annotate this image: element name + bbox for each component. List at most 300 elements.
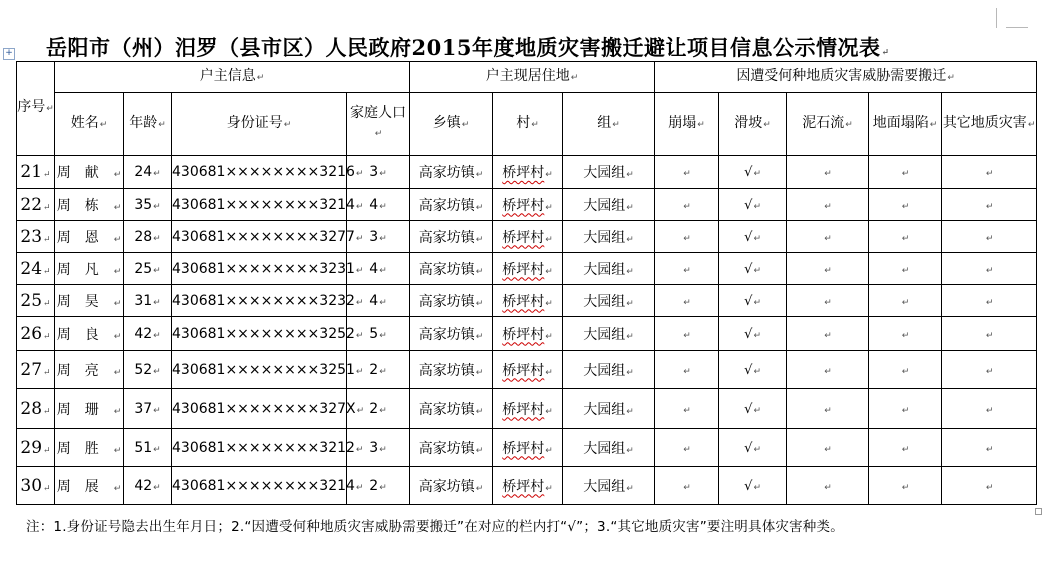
cell-group bbox=[563, 467, 655, 505]
paragraph-mark: ↵ bbox=[153, 233, 161, 244]
group-header-owner-info: 户主信息↵ bbox=[55, 62, 410, 93]
paragraph-mark: ↵ bbox=[683, 265, 691, 276]
paragraph-mark: ↵ bbox=[626, 202, 634, 213]
cell-id-text: 430681××××××××3214 bbox=[172, 477, 355, 494]
cell-seq bbox=[17, 351, 55, 389]
cell-town bbox=[410, 317, 493, 351]
cell-id bbox=[172, 285, 364, 317]
cell-village bbox=[493, 221, 563, 253]
cell-seq bbox=[17, 253, 55, 285]
paragraph-mark: ↵ bbox=[683, 444, 691, 455]
cell-village-text: 桥坪村 bbox=[502, 165, 545, 181]
paragraph-mark: ↵ bbox=[43, 367, 51, 378]
cell-landslide bbox=[719, 351, 787, 389]
cell-id bbox=[172, 351, 364, 389]
cell-town bbox=[410, 389, 493, 429]
cell-group bbox=[563, 156, 655, 189]
paragraph-mark: ↵ bbox=[901, 482, 910, 493]
cell-age bbox=[124, 467, 172, 505]
paragraph-mark: ↵ bbox=[153, 444, 161, 455]
paragraph-mark: ↵ bbox=[626, 298, 634, 309]
paragraph-mark: ↵ bbox=[626, 445, 634, 456]
cell-landslide-text: √ bbox=[744, 229, 753, 245]
paragraph-mark: ↵ bbox=[901, 233, 910, 244]
paragraph-mark: ↵ bbox=[355, 330, 364, 341]
cell-age bbox=[124, 221, 172, 253]
cell-landslide bbox=[719, 253, 787, 285]
paragraph-mark: ↵ bbox=[153, 405, 161, 416]
cell-id bbox=[172, 317, 364, 351]
cell-age-text: 42 bbox=[134, 325, 153, 342]
cell-other bbox=[942, 429, 1037, 467]
cell-age bbox=[124, 189, 172, 221]
cell-other bbox=[942, 285, 1037, 317]
paragraph-mark: ↵ bbox=[153, 265, 161, 276]
cell-group-text: 大园组 bbox=[583, 261, 626, 278]
cell-id bbox=[172, 429, 364, 467]
paragraph-mark: ↵ bbox=[683, 201, 691, 212]
cell-landslide-text: √ bbox=[744, 293, 753, 309]
paragraph-mark: ↵ bbox=[43, 202, 51, 213]
col-header-landslide: 滑坡↵ bbox=[719, 93, 787, 156]
cell-seq bbox=[17, 429, 55, 467]
paragraph-mark: ↵ bbox=[545, 483, 553, 494]
cell-age bbox=[124, 351, 172, 389]
paragraph-mark: ↵ bbox=[545, 406, 553, 417]
cell-other bbox=[942, 156, 1037, 189]
cell-seq-text: 25 bbox=[20, 290, 43, 311]
cell-age bbox=[124, 317, 172, 351]
paragraph-mark: ↵ bbox=[683, 482, 691, 493]
cell-landslide bbox=[719, 221, 787, 253]
cell-subsidence bbox=[869, 317, 942, 351]
cell-age-text: 31 bbox=[134, 292, 153, 309]
paragraph-mark: ↵ bbox=[43, 331, 51, 342]
cell-seq bbox=[17, 317, 55, 351]
paragraph-mark: ↵ bbox=[475, 367, 484, 378]
paragraph-mark: ↵ bbox=[985, 233, 994, 244]
cell-town-text: 高家坊镇 bbox=[418, 440, 475, 457]
paragraph-mark: ↵ bbox=[753, 444, 761, 455]
cell-id bbox=[172, 467, 364, 505]
paragraph-mark: ↵ bbox=[113, 483, 122, 494]
paragraph-mark: ↵ bbox=[475, 331, 484, 342]
paragraph-mark: ↵ bbox=[753, 482, 761, 493]
cell-family-text: 3 bbox=[369, 439, 379, 456]
cell-landslide bbox=[719, 156, 787, 189]
cell-landslide-text: √ bbox=[744, 197, 753, 213]
paragraph-mark: ↵ bbox=[545, 331, 553, 342]
paragraph-mark: ↵ bbox=[113, 266, 122, 277]
paragraph-mark: ↵ bbox=[475, 202, 484, 213]
paragraph-mark: ↵ bbox=[113, 367, 122, 378]
cell-id bbox=[172, 389, 365, 429]
cell-name bbox=[55, 221, 124, 253]
cell-id-text: 430681××××××××3277 bbox=[172, 228, 355, 245]
cell-name bbox=[55, 317, 124, 351]
cell-age-text: 35 bbox=[134, 196, 153, 213]
cell-village bbox=[493, 389, 563, 429]
paragraph-mark: ↵ bbox=[379, 169, 387, 179]
cell-debris-flow bbox=[787, 189, 869, 221]
paragraph-mark: ↵ bbox=[475, 298, 484, 309]
cell-subsidence bbox=[869, 351, 942, 389]
paragraph-mark: ↵ bbox=[475, 266, 484, 277]
cell-id bbox=[172, 189, 364, 221]
cell-debris-flow bbox=[787, 429, 869, 467]
cell-village-text: 桥坪村 bbox=[502, 197, 545, 214]
cell-age-text: 37 bbox=[134, 400, 153, 417]
cell-seq-text: 26 bbox=[20, 323, 43, 344]
paragraph-mark: ↵ bbox=[356, 405, 365, 416]
cell-town-text: 高家坊镇 bbox=[418, 229, 475, 246]
paragraph-mark: ↵ bbox=[824, 405, 832, 416]
cell-name bbox=[55, 285, 124, 317]
cell-village bbox=[493, 467, 563, 505]
paragraph-mark: ↵ bbox=[379, 444, 387, 455]
cell-age-text: 52 bbox=[134, 361, 153, 378]
table-row bbox=[17, 189, 1037, 221]
cell-name bbox=[55, 189, 124, 221]
paragraph-mark: ↵ bbox=[43, 234, 51, 245]
paragraph-mark: ↵ bbox=[985, 482, 994, 493]
cell-town bbox=[410, 351, 493, 389]
cell-seq bbox=[17, 189, 55, 221]
paragraph-mark: ↵ bbox=[379, 297, 387, 308]
paragraph-mark: ↵ bbox=[43, 266, 51, 277]
cell-landslide bbox=[719, 189, 787, 221]
cell-seq-text: 23 bbox=[20, 226, 43, 247]
cell-subsidence bbox=[869, 389, 942, 429]
cell-collapse bbox=[655, 467, 719, 505]
paragraph-mark: ↵ bbox=[379, 482, 387, 493]
cell-family-text: 4 bbox=[369, 196, 379, 213]
paragraph-mark: ↵ bbox=[545, 298, 553, 309]
cell-debris-flow bbox=[787, 317, 869, 351]
table-resize-handle[interactable] bbox=[1035, 508, 1042, 515]
paragraph-mark: ↵ bbox=[153, 330, 161, 341]
cell-debris-flow bbox=[787, 253, 869, 285]
cell-group bbox=[563, 189, 655, 221]
paragraph-mark: ↵ bbox=[355, 297, 364, 308]
paragraph-mark: ↵ bbox=[43, 406, 51, 417]
cell-village bbox=[493, 189, 563, 221]
cell-id-text: 430681××××××××3231 bbox=[172, 260, 355, 277]
cell-collapse bbox=[655, 429, 719, 467]
cell-collapse bbox=[655, 253, 719, 285]
paragraph-mark: ↵ bbox=[985, 405, 994, 416]
paragraph-mark: ↵ bbox=[153, 169, 161, 179]
paragraph-mark: ↵ bbox=[475, 445, 484, 456]
paragraph-mark: ↵ bbox=[753, 366, 761, 377]
col-header-age: 年龄↵ bbox=[124, 93, 172, 156]
cell-collapse bbox=[655, 317, 719, 351]
paragraph-mark: ↵ bbox=[153, 482, 161, 493]
paragraph-mark: ↵ bbox=[753, 330, 761, 341]
paragraph-mark: ↵ bbox=[475, 483, 484, 494]
paragraph-mark: ↵ bbox=[355, 233, 364, 244]
cell-landslide bbox=[719, 389, 787, 429]
paragraph-mark: ↵ bbox=[475, 234, 484, 245]
paragraph-mark: ↵ bbox=[113, 331, 122, 342]
paragraph-mark: ↵ bbox=[379, 405, 387, 416]
cell-age-text: 24 bbox=[134, 164, 153, 180]
cell-seq bbox=[17, 285, 55, 317]
paragraph-mark: ↵ bbox=[626, 234, 634, 245]
cell-name-text: 周凡 bbox=[56, 261, 113, 278]
paragraph-mark: ↵ bbox=[379, 330, 387, 341]
cell-family-text: 2 bbox=[369, 361, 379, 378]
table-row bbox=[17, 429, 1037, 467]
cell-other bbox=[942, 467, 1037, 505]
paragraph-mark: ↵ bbox=[753, 169, 761, 179]
paragraph-mark: ↵ bbox=[626, 483, 634, 494]
cell-subsidence bbox=[869, 253, 942, 285]
paragraph-mark: ↵ bbox=[985, 265, 994, 276]
paragraph-mark: ↵ bbox=[985, 297, 994, 308]
cell-name bbox=[55, 389, 124, 429]
cell-group-text: 大园组 bbox=[583, 229, 626, 246]
cell-name-text: 周良 bbox=[56, 326, 113, 343]
cell-group bbox=[563, 429, 655, 467]
paragraph-mark: ↵ bbox=[985, 330, 994, 341]
paragraph-mark: ↵ bbox=[475, 406, 484, 417]
page-corner-mark bbox=[996, 8, 1007, 28]
cell-village-text: 桥坪村 bbox=[502, 326, 545, 343]
paragraph-mark: ↵ bbox=[901, 201, 910, 212]
cell-age bbox=[124, 389, 172, 429]
cell-group-text: 大园组 bbox=[583, 440, 626, 457]
cell-town bbox=[410, 467, 493, 505]
cell-landslide bbox=[719, 285, 787, 317]
cell-age-text: 28 bbox=[134, 228, 153, 245]
paragraph-mark: ↵ bbox=[43, 298, 51, 309]
paragraph-mark: ↵ bbox=[824, 169, 832, 179]
cell-landslide-text: √ bbox=[744, 261, 753, 277]
col-header-seq: 序号↵ bbox=[17, 62, 55, 156]
paragraph-mark: ↵ bbox=[113, 298, 122, 309]
table-row bbox=[17, 351, 1037, 389]
cell-age bbox=[124, 253, 172, 285]
cell-town-text: 高家坊镇 bbox=[418, 362, 475, 379]
cell-village bbox=[493, 253, 563, 285]
cell-collapse bbox=[655, 189, 719, 221]
paragraph-mark: ↵ bbox=[153, 201, 161, 212]
cell-family-text: 3 bbox=[369, 164, 379, 180]
col-header-name: 姓名↵ bbox=[55, 93, 124, 156]
cell-town bbox=[410, 253, 493, 285]
cell-town bbox=[410, 189, 493, 221]
cell-seq-text: 21 bbox=[20, 162, 43, 182]
cell-village bbox=[493, 351, 563, 389]
cell-id bbox=[172, 156, 364, 189]
paragraph-mark: ↵ bbox=[475, 170, 484, 180]
col-header-village: 村↵ bbox=[493, 93, 563, 156]
cell-name-text: 周栋 bbox=[56, 197, 113, 214]
cell-debris-flow bbox=[787, 221, 869, 253]
cell-group bbox=[563, 351, 655, 389]
paragraph-mark: ↵ bbox=[355, 482, 364, 493]
cell-collapse bbox=[655, 221, 719, 253]
cell-id-text: 430681××××××××3252 bbox=[172, 325, 355, 342]
paragraph-mark: ↵ bbox=[113, 170, 122, 180]
cell-group bbox=[563, 285, 655, 317]
paragraph-mark: ↵ bbox=[153, 297, 161, 308]
cell-town-text: 高家坊镇 bbox=[418, 293, 475, 310]
paragraph-mark: ↵ bbox=[379, 201, 387, 212]
paragraph-mark: ↵ bbox=[901, 405, 910, 416]
cell-debris-flow bbox=[787, 389, 869, 429]
paragraph-mark: ↵ bbox=[545, 445, 553, 456]
paragraph-mark: ↵ bbox=[683, 233, 691, 244]
group-header-hazard: 因遭受何种地质灾害威胁需要搬迁↵ bbox=[655, 62, 1037, 93]
cell-town-text: 高家坊镇 bbox=[418, 326, 475, 343]
paragraph-mark: ↵ bbox=[753, 297, 761, 308]
cell-age bbox=[124, 285, 172, 317]
cell-name bbox=[55, 351, 124, 389]
cell-other bbox=[942, 351, 1037, 389]
cell-town bbox=[410, 429, 493, 467]
cell-group-text: 大园组 bbox=[583, 362, 626, 379]
paragraph-mark: ↵ bbox=[824, 233, 832, 244]
cell-village-text: 桥坪村 bbox=[502, 478, 545, 495]
cell-seq bbox=[17, 156, 55, 189]
cell-name-text: 周胜 bbox=[56, 440, 113, 457]
cell-name bbox=[55, 156, 124, 189]
cell-seq-text: 24 bbox=[20, 258, 43, 279]
cell-group-text: 大园组 bbox=[583, 401, 626, 418]
paragraph-mark: ↵ bbox=[355, 201, 364, 212]
cell-village-text: 桥坪村 bbox=[502, 440, 545, 457]
table-row bbox=[17, 317, 1037, 351]
col-header-debris-flow: 泥石流↵ bbox=[787, 93, 869, 156]
cell-village-text: 桥坪村 bbox=[502, 293, 545, 310]
cell-seq-text: 28 bbox=[20, 398, 43, 419]
cell-family-text: 2 bbox=[369, 400, 379, 417]
table-row bbox=[17, 389, 1037, 429]
cell-id-text: 430681××××××××3216 bbox=[172, 164, 355, 180]
cell-collapse bbox=[655, 285, 719, 317]
paragraph-mark: ↵ bbox=[985, 169, 994, 179]
cell-subsidence bbox=[869, 467, 942, 505]
cell-name-text: 周亮 bbox=[56, 362, 113, 379]
cell-id bbox=[172, 253, 364, 285]
cell-family-text: 4 bbox=[369, 260, 379, 277]
paragraph-mark: ↵ bbox=[753, 405, 761, 416]
paragraph-mark: ↵ bbox=[379, 265, 387, 276]
paragraph-mark: ↵ bbox=[824, 444, 832, 455]
paragraph-mark: ↵ bbox=[113, 406, 122, 417]
cell-group-text: 大园组 bbox=[583, 293, 626, 310]
header-row-columns bbox=[17, 93, 1037, 156]
cell-family-text: 3 bbox=[369, 228, 379, 245]
cell-landslide bbox=[719, 467, 787, 505]
paragraph-mark: ↵ bbox=[355, 265, 364, 276]
cell-id bbox=[172, 221, 364, 253]
cell-subsidence bbox=[869, 189, 942, 221]
cell-group bbox=[563, 253, 655, 285]
cell-name bbox=[55, 467, 124, 505]
cell-seq-text: 30 bbox=[20, 475, 43, 496]
cell-landslide bbox=[719, 317, 787, 351]
paragraph-mark: ↵ bbox=[985, 366, 994, 377]
cell-village-text: 桥坪村 bbox=[502, 229, 545, 246]
cell-landslide-text: √ bbox=[744, 478, 753, 494]
paragraph-mark: ↵ bbox=[355, 444, 364, 455]
cell-age-text: 25 bbox=[134, 260, 153, 277]
col-header-id: 身份证号↵ bbox=[172, 93, 347, 156]
cell-name bbox=[55, 429, 124, 467]
paragraph-mark: ↵ bbox=[545, 367, 553, 378]
cell-debris-flow bbox=[787, 351, 869, 389]
cell-id-text: 430681××××××××3212 bbox=[172, 439, 355, 456]
col-header-family: 家庭人口↵ bbox=[347, 93, 410, 156]
cell-town-text: 高家坊镇 bbox=[418, 197, 475, 214]
cell-seq-text: 29 bbox=[20, 437, 43, 458]
cell-group-text: 大园组 bbox=[583, 197, 626, 214]
paragraph-mark: ↵ bbox=[355, 169, 364, 179]
cell-village-text: 桥坪村 bbox=[502, 362, 545, 379]
col-header-collapse: 崩塌↵ bbox=[655, 93, 719, 156]
paragraph-mark: ↵ bbox=[683, 169, 691, 179]
cell-collapse bbox=[655, 389, 719, 429]
cell-town-text: 高家坊镇 bbox=[418, 165, 475, 181]
paragraph-mark: ↵ bbox=[113, 234, 122, 245]
cell-id-text: 430681××××××××327X bbox=[172, 400, 356, 417]
cell-seq bbox=[17, 389, 55, 429]
cell-name-text: 周展 bbox=[56, 478, 113, 495]
paragraph-mark: ↵ bbox=[753, 201, 761, 212]
paragraph-mark: ↵ bbox=[43, 445, 51, 456]
paragraph-mark: ↵ bbox=[753, 233, 761, 244]
table-row bbox=[17, 156, 1037, 189]
table-row bbox=[17, 221, 1037, 253]
page-title: 岳阳市（州）汨罗（县市区）人民政府2015年度地质灾害搬迁避让项目信息公示情况表↵ bbox=[46, 35, 890, 60]
paragraph-mark: ↵ bbox=[153, 366, 161, 377]
move-handle-icon[interactable]: + bbox=[3, 48, 15, 60]
paragraph-mark: ↵ bbox=[985, 201, 994, 212]
paragraph-mark: ↵ bbox=[683, 405, 691, 416]
paragraph-mark: ↵ bbox=[901, 366, 910, 377]
col-header-other: 其它地质灾害↵ bbox=[942, 93, 1037, 156]
cell-name-text: 周昊 bbox=[56, 293, 113, 310]
paragraph-mark: ↵ bbox=[113, 445, 122, 456]
paragraph-mark: ↵ bbox=[545, 202, 553, 213]
paragraph-mark: ↵ bbox=[683, 366, 691, 377]
cell-village bbox=[493, 285, 563, 317]
cell-other bbox=[942, 317, 1037, 351]
cell-family-text: 5 bbox=[369, 325, 379, 342]
cell-landslide-text: √ bbox=[744, 401, 753, 417]
cell-name-text: 周献 bbox=[56, 165, 113, 181]
cell-name-text: 周恩 bbox=[56, 229, 113, 246]
cell-town-text: 高家坊镇 bbox=[418, 401, 475, 418]
cell-town bbox=[410, 221, 493, 253]
table-row bbox=[17, 253, 1037, 285]
paragraph-mark: ↵ bbox=[901, 265, 910, 276]
cell-seq-text: 27 bbox=[20, 359, 43, 380]
cell-debris-flow bbox=[787, 156, 869, 189]
cell-collapse bbox=[655, 156, 719, 189]
cell-village bbox=[493, 429, 563, 467]
cell-age-text: 42 bbox=[134, 477, 153, 494]
col-header-town: 乡镇↵ bbox=[410, 93, 493, 156]
cell-id-text: 430681××××××××3214 bbox=[172, 196, 355, 213]
paragraph-mark: ↵ bbox=[626, 331, 634, 342]
paragraph-mark: ↵ bbox=[901, 297, 910, 308]
paragraph-mark: ↵ bbox=[683, 330, 691, 341]
cell-landslide-text: √ bbox=[744, 326, 753, 342]
